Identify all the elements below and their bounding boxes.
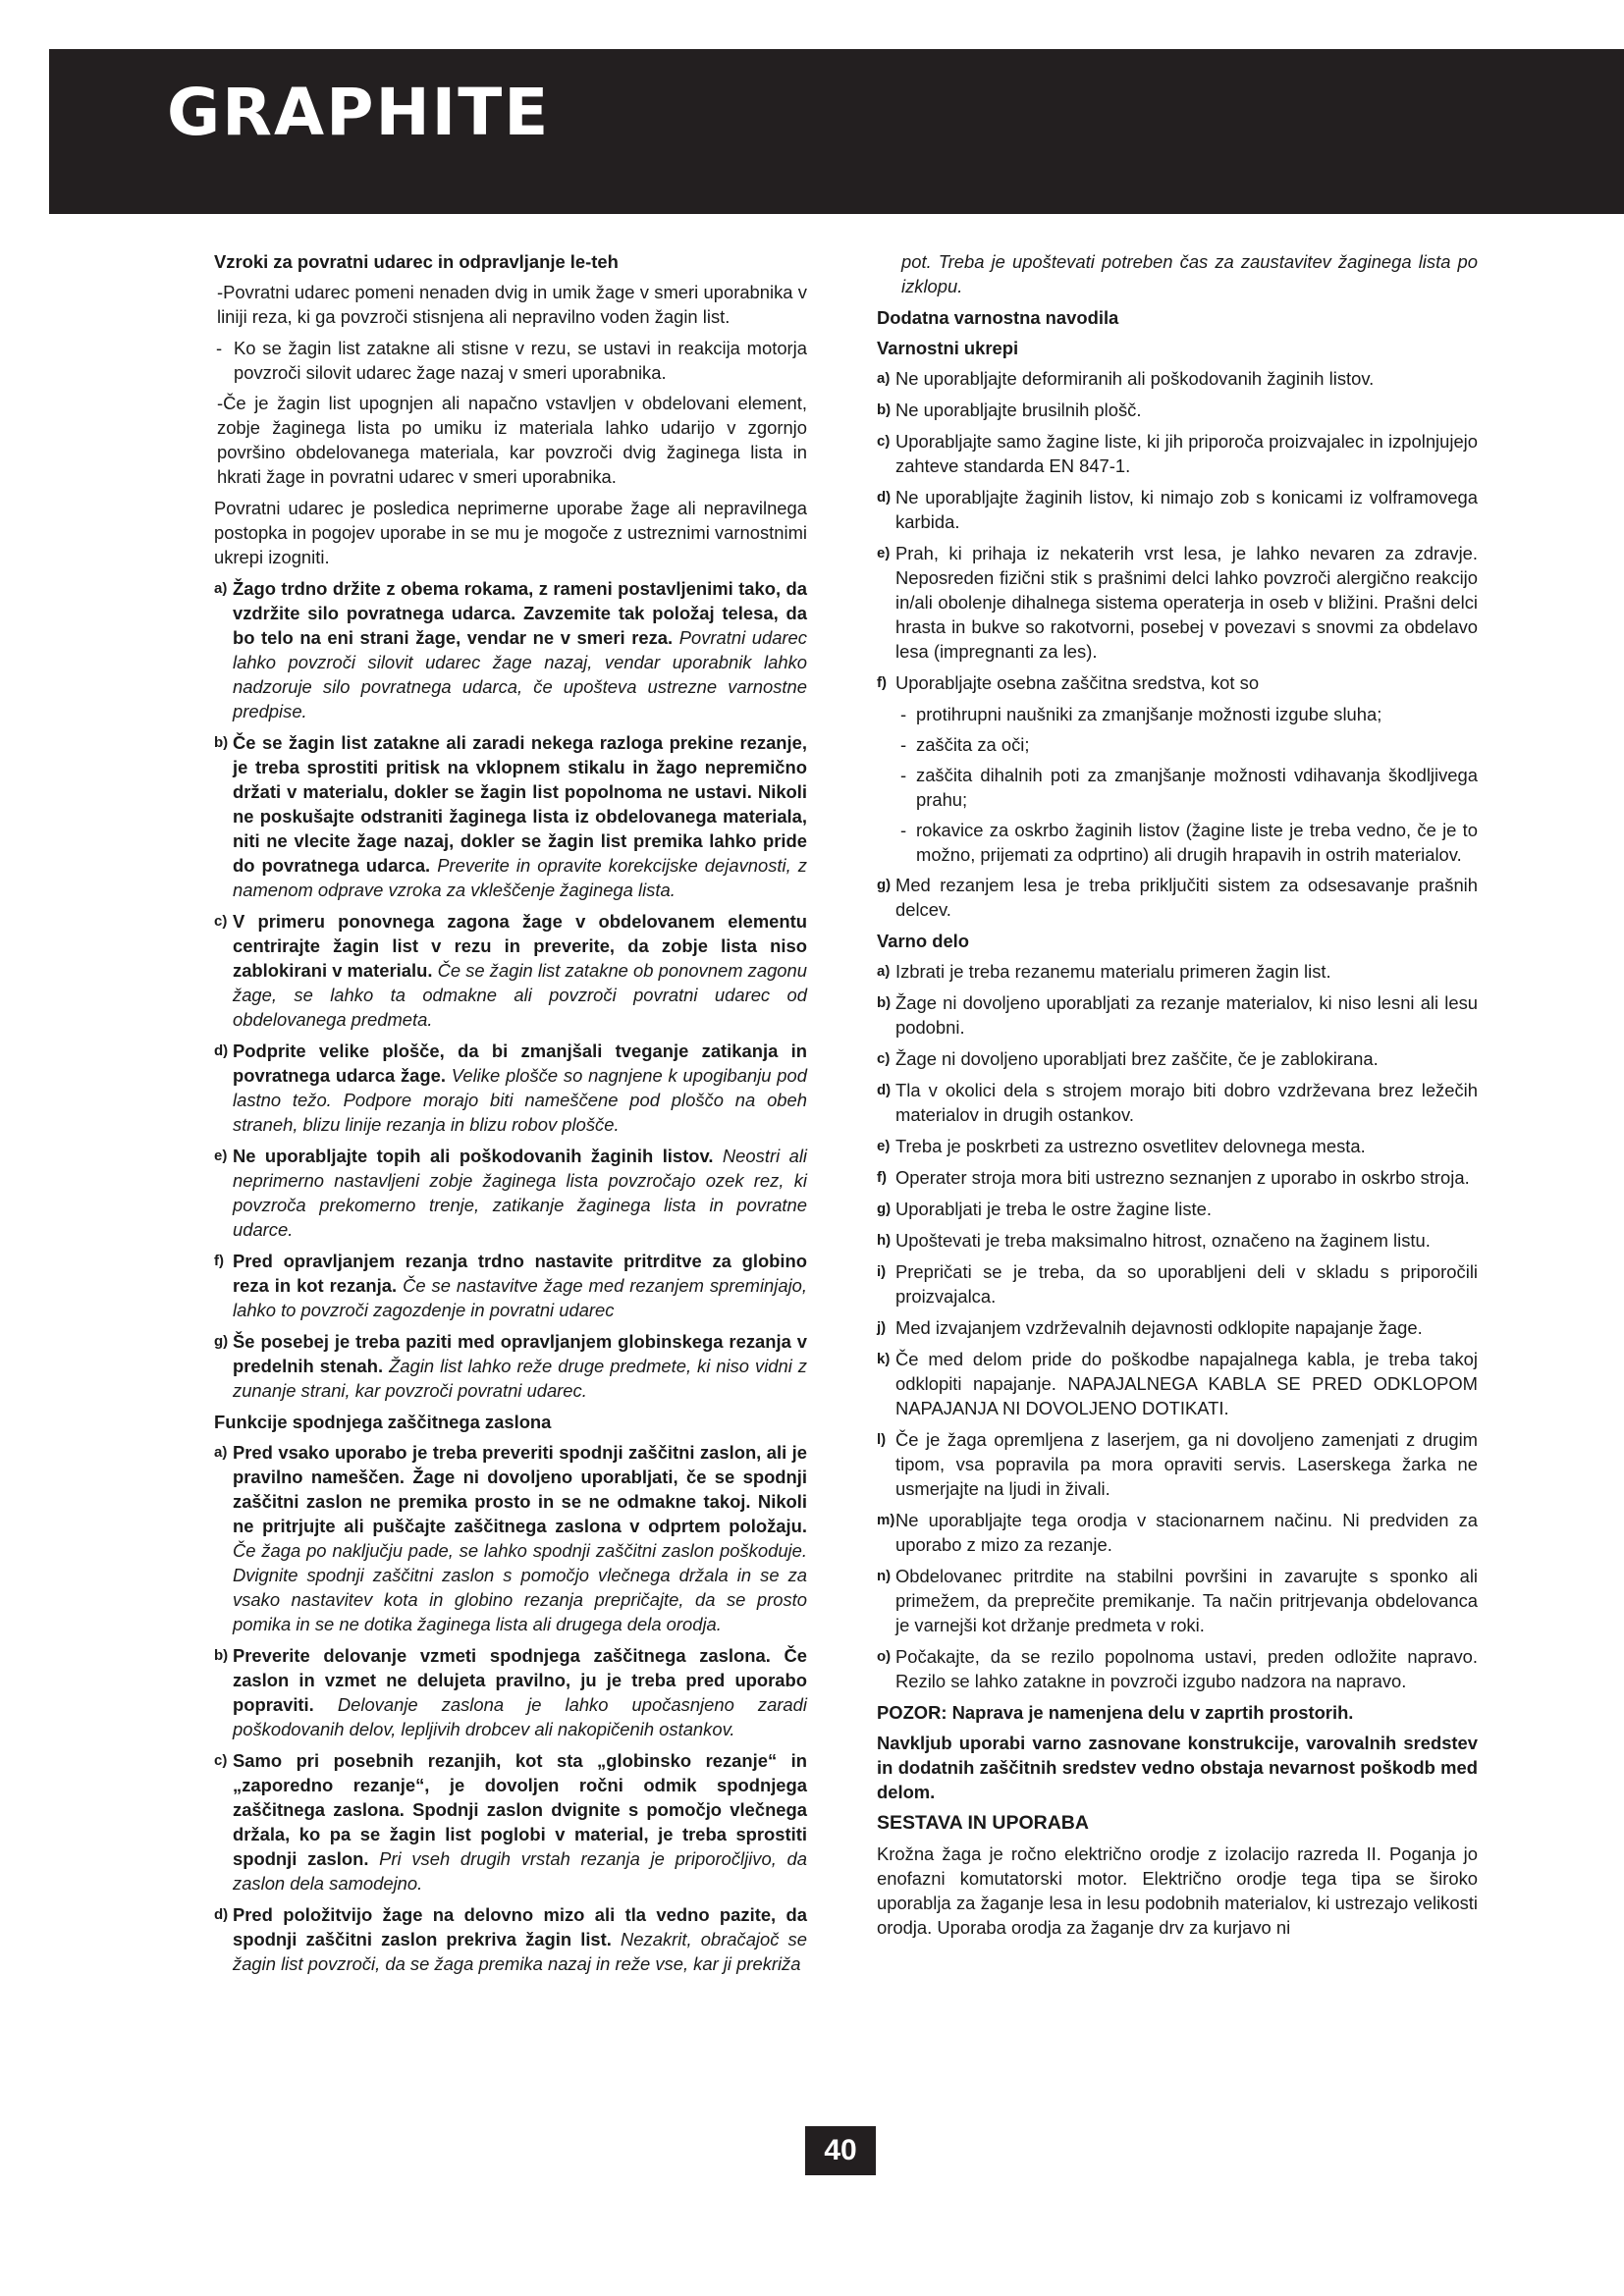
item-text: Pred opravljanjem rezanja trdno nastavite pritrditve za globino reza in kot rezanja.	[233, 1251, 807, 1296]
item-text: V primeru ponovnega zagona žage v obdelovanem elementu centrirajte žagin list v rezu in preverite, da zobje lista niso zablokirani v materialu.	[233, 911, 807, 981]
list-item	[214, 909, 807, 1032]
section-heading: Dodatna varnostna navodila	[877, 307, 1119, 328]
dash-marker: -	[900, 734, 907, 755]
item-note: Povratni udarec lahko povzroči silovit udarec žage nazaj, vendar uporabnik lahko nadzoruje silo povratnega udarca, če upošteva ustrezne varnostne predpise.	[233, 627, 807, 721]
item-marker: f)	[877, 1169, 887, 1186]
item-marker: f)	[214, 1253, 224, 1269]
dash-marker: -	[900, 765, 907, 785]
item-text: Če se žagin list zatakne ali zaradi nekega razloga prekine rezanje, je treba sprostiti pritisk na vklopnem stikalu in žago nepremično držati v materialu, dokler se žagin list popolnoma ne ustavi. Nikoli ne poskušajte odstraniti žaginega lista iz obdelovanega materiala, niti ne vlecite žage nazaj, dokler se žagin list premika lahko pride do povratnega udarca.	[233, 732, 807, 876]
list-item	[214, 1249, 807, 1322]
item-text: Žage ni dovoljeno uporabljati brez zaščite, če je zablokirana.	[895, 1048, 1379, 1069]
item-marker: d)	[214, 1042, 229, 1059]
item-marker: c)	[877, 1050, 891, 1067]
item-marker: d)	[214, 1906, 229, 1923]
paragraph: -Če je žagin list upognjen ali napačno vstavljen v obdelovani element, zobje žaginega lista po umiku iz materiala lahko udarijo v zgornjo površino obdelovanega materiala, kar povzroči dvig žaginega lista in hkrati žage in povratni udarec v smeri uporabnika.	[217, 393, 807, 487]
item-text: Če med delom pride do poškodbe napajalnega kabla, je treba takoj odklopiti napajanje. NAPAJALNEGA KABLA SE PRED ODKLOPOM NAPAJANJA NI DOVOLJENO DOTIKATI.	[895, 1349, 1478, 1418]
item-note: Če se nastavitve žage med rezanjem spreminjajo, lahko to povzroči zagozdenje in povratni udarec	[233, 1275, 807, 1320]
section-heading: Vzroki za povratni udarec in odpravljanje le-teh	[214, 251, 619, 272]
item-text: Ne uporabljajte žaginih listov, ki nimajo zob s konicami iz volframovega karbida.	[895, 487, 1478, 532]
list-item	[214, 1329, 807, 1403]
item-text: Preverite delovanje vzmeti spodnjega zaščitnega zaslona. Če zaslon in vzmet ne delujeta pravilno, ju je treba pred uporabo popraviti.	[233, 1645, 807, 1715]
item-text: Prepričati se je treba, da so uporabljeni deli v skladu s priporočili proizvajalca.	[895, 1261, 1478, 1307]
item-marker: d)	[877, 489, 892, 506]
dash-marker: -	[900, 820, 907, 840]
item-note: Če žaga po naključju pade, se lahko spodnji zaščitni zaslon poškoduje. Dvignite spodnji zaščitni zaslon s pomočjo vlečnega držala in se za vsako nastavitev kota in globino rezanja prepričajte, da se prosto pomika in se ne dotika žaginega lista ali drugega dela orodja.	[233, 1540, 807, 1634]
item-marker: g)	[877, 877, 892, 893]
item-text: Obdelovanec pritrdite na stabilni površini in zavarujte s sponko ali primežem, da preprečite premikanje. Ta način pritrjevanja obdelovanca je varnejši kot držanje predmeta v roki.	[895, 1566, 1478, 1635]
item-marker: o)	[877, 1648, 892, 1665]
item-text: Podprite velike plošče, da bi zmanjšali tveganje zatikanja in povratnega udarca žage.	[233, 1041, 807, 1086]
list-item	[877, 366, 1478, 391]
item-marker: b)	[877, 994, 892, 1011]
item-text: rokavice za oskrbo žaginih listov (žagine liste je treba vedno, če je to možno, prijemati za odprtino) ali drugih hrapavih in ostrih materialov.	[916, 820, 1478, 865]
item-text: Še posebej je treba paziti med opravljanjem globinskega rezanja v predelnih stenah.	[233, 1331, 807, 1376]
item-note: Preverite in opravite korekcijske dejavnosti, z namenom odprave vzroka za vkleščenje žaginega lista.	[233, 855, 807, 900]
item-text: protihrupni naušniki za zmanjšanje možnosti izgube sluha;	[916, 704, 1382, 724]
item-text: Če je žaga opremljena z laserjem, ga ni dovoljeno zamenjati z drugim tipom, vsa popravila pa mora opraviti servis. Laserskega žarka ne usmerjajte na ljudi in živali.	[895, 1429, 1478, 1499]
item-marker: b)	[214, 1647, 229, 1664]
item-note: Žagin list lahko reže druge predmete, ki niso vidni z zunanje strani, kar povzroči povratni udarec.	[233, 1356, 807, 1401]
item-text: Ne uporabljajte deformiranih ali poškodovanih žaginih listov.	[895, 368, 1375, 389]
warning-paragraph: Navkljub uporabi varno zasnovane konstrukcije, varovalnih sredstev in dodatnih zaščitnih sredstev vedno obstaja nevarnost poškodb med delom.	[877, 1733, 1478, 1802]
list-item	[877, 1259, 1478, 1308]
item-text: Pred vsako uporabo je treba preveriti spodnji zaščitni zaslon, ali je pravilno nameščen. Žage ni dovoljeno uporabljati, če se spodnji zaščitni zaslon ne premika prosto in se ne odmakne takoj. Nikoli ne pritrjujte ali puščajte zaščitnega zaslona v odprtem položaju.	[233, 1442, 807, 1536]
item-marker: b)	[214, 734, 229, 751]
item-marker: l)	[877, 1431, 887, 1448]
item-marker: c)	[214, 1752, 228, 1769]
list-item	[877, 485, 1478, 534]
list-item	[214, 730, 807, 902]
list-item	[214, 1902, 807, 1976]
dash-marker: -	[900, 704, 907, 724]
sub-list-item	[877, 763, 1478, 812]
paragraph: pot. Treba je upoštevati potreben čas za zaustavitev žaginega lista po izklopu.	[901, 251, 1478, 296]
item-marker: d)	[877, 1082, 892, 1098]
item-marker: c)	[877, 433, 891, 450]
item-text: Tla v okolici dela s strojem morajo biti dobro vzdrževana brez ležečih materialov in drugih ostankov.	[895, 1080, 1478, 1125]
list-item	[214, 1643, 807, 1741]
subsection-heading: Varno delo	[877, 931, 970, 951]
item-text: Treba je poskrbeti za ustrezno osvetlitev delovnega mesta.	[895, 1136, 1366, 1156]
caution-note: POZOR: Naprava je namenjena delu v zaprtih prostorih.	[877, 1702, 1354, 1723]
list-item	[214, 1144, 807, 1242]
sub-list-item	[877, 702, 1478, 726]
list-item	[877, 959, 1478, 984]
item-marker: e)	[214, 1148, 228, 1164]
item-text: Samo pri posebnih rezanjih, kot sta „globinsko rezanje“ in „zaporedno rezanje“, je dovoljen ročni odmik spodnjega zaščitnega zaslona. Spodnji zaslon dvignite s pomočjo vlečnega držala, ko pa se žagin list poglobi v material, je treba sprostiti spodnji zaslon.	[233, 1750, 807, 1869]
item-marker: h)	[877, 1232, 892, 1249]
item-marker: g)	[877, 1201, 892, 1217]
item-text: Uporabljajte osebna zaščitna sredstva, kot so	[895, 672, 1260, 693]
item-marker: a)	[877, 963, 891, 980]
item-note: Nezakrit, obračajoč se žagin list povzroči, da se žaga premika nazaj in reže vse, kar ji prekriža	[233, 1929, 807, 1974]
list-item	[877, 1347, 1478, 1420]
item-note: Če se žagin list zatakne ob ponovnem zagonu žage, se lahko ta odmakne ali povzroči povratni udarec od obdelovanega predmeta.	[233, 960, 807, 1030]
item-marker: k)	[877, 1351, 891, 1367]
item-marker: f)	[877, 674, 887, 691]
item-note: Pri vseh drugih vrstah rezanja je priporočljivo, da zaslon dela samodejno.	[233, 1848, 807, 1894]
item-text: Počakajte, da se rezilo popolnoma ustavi, preden odložite napravo. Rezilo se lahko zatakne in povzroči izgubo nadzora na napravo.	[895, 1646, 1478, 1691]
left-column	[214, 249, 807, 1983]
list-item	[877, 1315, 1478, 1340]
item-text: Uporabljati je treba le ostre žagine liste.	[895, 1199, 1213, 1219]
list-item	[214, 576, 807, 723]
list-item	[877, 1427, 1478, 1501]
item-text: zaščita dihalnih poti za zmanjšanje možnosti vdihavanja škodljivega prahu;	[916, 765, 1478, 810]
item-text: Ne uporabljajte topih ali poškodovanih žaginih listov.	[233, 1146, 714, 1166]
item-text: Operater stroja mora biti ustrezno seznanjen z uporabo in oskrbo stroja.	[895, 1167, 1470, 1188]
item-marker: c)	[214, 913, 228, 930]
sub-list-item	[877, 818, 1478, 867]
list-item	[877, 990, 1478, 1040]
paragraph: Povratni udarec je posledica neprimerne uporabe žage ali nepravilnega postopka in pogojev uporabe in se mu je mogoče z ustreznimi varnostnimi ukrepi izogniti.	[214, 498, 807, 567]
page-number: 40	[805, 2126, 876, 2175]
item-text: Žago trdno držite z obema rokama, z rameni postavljenimi tako, da vzdržite silo povratnega udarca. Zavzemite tak položaj telesa, da bo telo na eni strani žage, vendar ne v smeri reza.	[233, 578, 807, 648]
subsection-heading: Varnostni ukrepi	[877, 338, 1019, 358]
sub-list-item	[877, 732, 1478, 757]
list-item	[214, 1039, 807, 1137]
section-heading: Funkcije spodnjega zaščitnega zaslona	[214, 1412, 552, 1432]
item-text: Ko se žagin list zatakne ali stisne v rezu, se ustavi in reakcija motorja povzroči silovit udarec žage nazaj v smeri uporabnika.	[234, 338, 807, 383]
item-marker: b)	[877, 401, 892, 418]
item-text: Ne uporabljajte brusilnih plošč.	[895, 400, 1142, 420]
item-note: Neostri ali neprimerno nastavljeni zobje žaginega lista povzročajo ozek rez, ki povzroča prekomerno trenje, zatikanje žaginega lista in povratne udarce.	[233, 1146, 807, 1240]
item-text: Prah, ki prihaja iz nekaterih vrst lesa, je lahko nevaren za zdravje. Neposreden fizični stik s prašnimi delci lahko povzroči alergično reakcijo in/ali obolenje dihalnega sistema operaterja in oseb v bližini. Prašni delci hrasta in bukve so rakotvorni, posebej v povezavi s snovmi za obdelavo lesa (impregnanti za les).	[895, 543, 1478, 662]
list-item	[877, 1165, 1478, 1190]
list-item	[877, 670, 1478, 695]
item-text: Uporabljajte samo žagine liste, ki jih priporoča proizvajalec in izpolnjujejo zahteve standarda EN 847-1.	[895, 431, 1478, 476]
item-text: Ne uporabljajte tega orodja v stacionarnem načinu. Ni predviden za uporabo z mizo za rezanje.	[895, 1510, 1478, 1555]
list-item	[877, 1134, 1478, 1158]
dash-marker: -	[216, 338, 223, 358]
list-item	[214, 1748, 807, 1896]
item-text: Med izvajanjem vzdrževalnih dejavnosti odklopite napajanje žage.	[895, 1317, 1423, 1338]
list-item	[877, 1644, 1478, 1693]
list-item	[214, 1440, 807, 1636]
section-heading: SESTAVA IN UPORABA	[877, 1812, 1089, 1834]
list-item	[877, 1508, 1478, 1557]
item-text: Izbrati je treba rezanemu materialu primeren žagin list.	[895, 961, 1331, 982]
list-item	[214, 336, 807, 385]
item-note: Velike plošče so nagnjene k upogibanju pod lastno težo. Podpore morajo biti nameščene pod ploščo na obeh straneh, blizu linije rezanja in blizu robov plošče.	[233, 1065, 807, 1135]
paragraph: Krožna žaga je ročno električno orodje z izolacijo razreda II. Poganja jo enofazni komutatorski motor. Električno orodje tega tipa se široko uporablja za žaganje lesa in lesu podobnih materialov, ki ustrezajo velikosti orodja. Uporaba orodja za žaganje drv za kurjavo ni	[877, 1843, 1478, 1938]
item-text: Med rezanjem lesa je treba priključiti sistem za odsesavanje prašnih delcev.	[895, 875, 1478, 920]
item-marker: a)	[877, 370, 891, 387]
item-marker: n)	[877, 1568, 892, 1584]
paragraph: -Povratni udarec pomeni nenaden dvig in umik žage v smeri uporabnika v liniji reza, ki ga povzroči stisnjena ali nepravilno voden žagin list.	[217, 282, 807, 327]
graphite-logo: GRAPHITE	[167, 75, 551, 150]
item-text: Žage ni dovoljeno uporabljati za rezanje materialov, ki niso lesni ali lesu podobni.	[895, 992, 1478, 1038]
item-text: Upoštevati je treba maksimalno hitrost, označeno na žaginem listu.	[895, 1230, 1431, 1251]
item-marker: e)	[877, 1138, 891, 1154]
list-item	[877, 1564, 1478, 1637]
list-item	[877, 1078, 1478, 1127]
item-marker: e)	[877, 545, 891, 561]
list-item	[877, 541, 1478, 664]
item-text: zaščita za oči;	[916, 734, 1030, 755]
list-item	[877, 873, 1478, 922]
item-note: Delovanje zaslona je lahko upočasnjeno zaradi poškodovanih delov, lepljivih drobcev ali nakopičenih ostankov.	[233, 1694, 807, 1739]
list-item	[877, 1046, 1478, 1071]
list-item	[877, 429, 1478, 478]
list-item	[877, 398, 1478, 422]
item-marker: j)	[877, 1319, 887, 1336]
item-marker: a)	[214, 580, 228, 597]
item-text: Pred položitvijo žage na delovno mizo ali tla vedno pazite, da spodnji zaščitni zaslon prekriva žagin list.	[233, 1904, 807, 1949]
right-column	[877, 249, 1478, 1947]
item-marker: g)	[214, 1333, 229, 1350]
list-item	[877, 1197, 1478, 1221]
item-marker: a)	[214, 1444, 228, 1461]
item-marker: m)	[877, 1512, 895, 1528]
item-marker: i)	[877, 1263, 887, 1280]
list-item	[877, 1228, 1478, 1253]
